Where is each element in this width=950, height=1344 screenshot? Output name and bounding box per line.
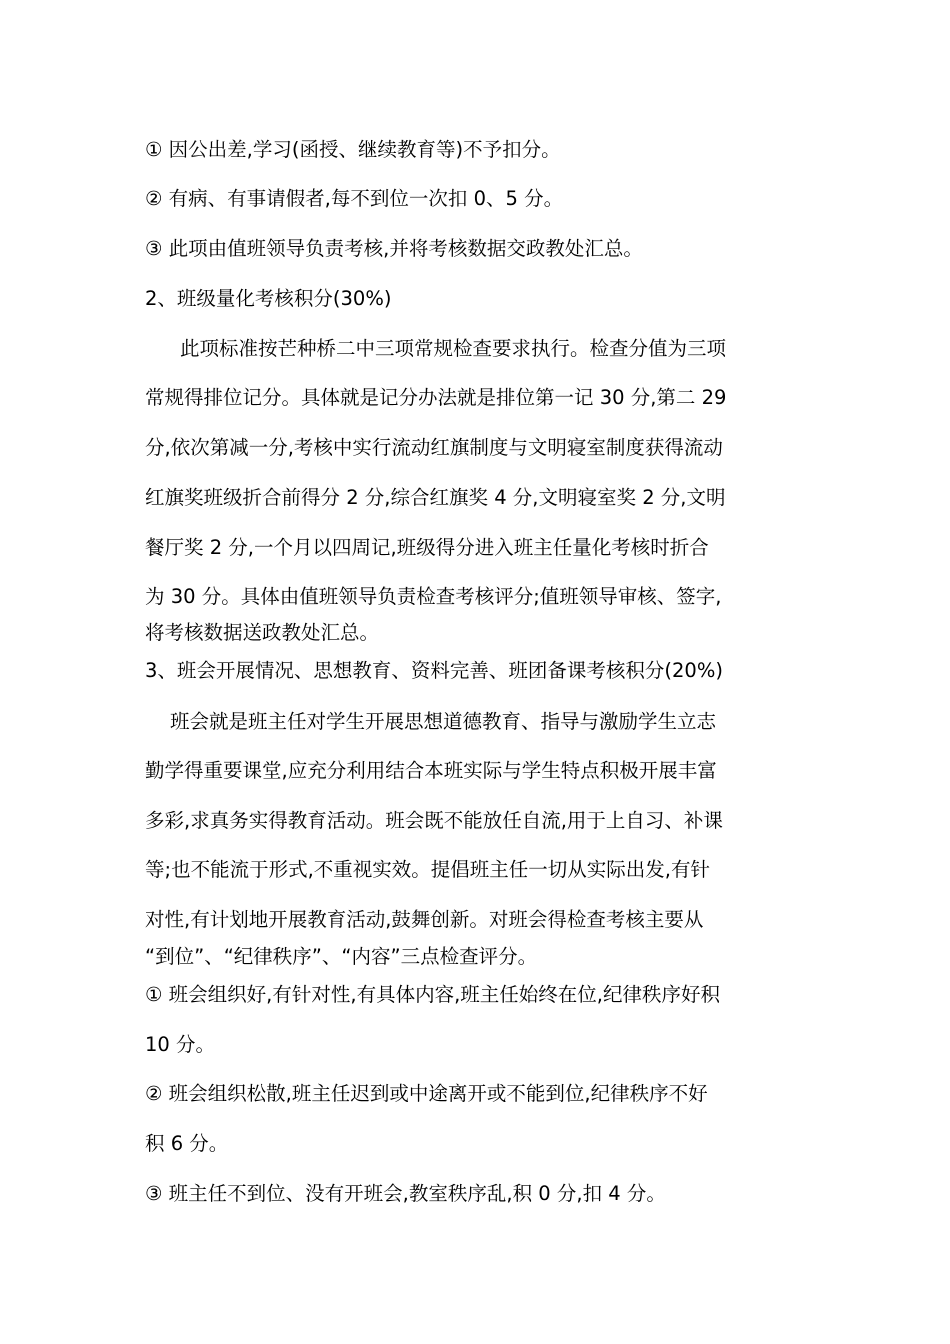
text-line: 将考核数据送政教处汇总。 [145,621,380,644]
text-line: 为 30 分。具体由值班领导负责检查考核评分;值班领导审核、签字, [145,585,722,608]
section-heading: 2、班级量化考核积分(30%) [145,287,392,310]
text-line: ② 有病、有事请假者,每不到位一次扣 0、5 分。 [145,187,564,210]
text-line: ③ 此项由值班领导负责考核,并将考核数据交政教处汇总。 [145,237,643,260]
text-line: ③ 班主任不到位、没有开班会,教室秩序乱,积 0 分,扣 4 分。 [145,1182,666,1205]
text-line: “到位”、“纪律秩序”、“内容”三点检查评分。 [145,945,538,968]
text-line: 常规得排位记分。具体就是记分办法就是排位第一记 30 分,第二 29 [145,386,727,409]
text-line: 班会就是班主任对学生开展思想道德教育、指导与激励学生立志 [170,710,717,733]
text-line: 此项标准按芒种桥二中三项常规检查要求执行。检查分值为三项 [180,337,727,360]
text-line: ② 班会组织松散,班主任迟到或中途离开或不能到位,纪律秩序不好 [145,1082,708,1105]
text-line: 勤学得重要课堂,应充分利用结合本班实际与学生特点积极开展丰富 [145,759,717,782]
text-line: 分,依次第减一分,考核中实行流动红旗制度与文明寝室制度获得流动 [145,436,723,459]
text-line: 等;也不能流于形式,不重视实效。提倡班主任一切从实际出发,有针 [145,858,710,881]
text-line: 积 6 分。 [145,1132,229,1155]
text-line: 红旗奖班级折合前得分 2 分,综合红旗奖 4 分,文明寝室奖 2 分,文明 [145,486,726,509]
text-line: 10 分。 [145,1033,216,1056]
text-line: ① 班会组织好,有针对性,有具体内容,班主任始终在位,纪律秩序好积 [145,983,720,1006]
section-heading: 3、班会开展情况、思想教育、资料完善、班团备课考核积分(20%) [145,659,723,682]
text-line: 对性,有计划地开展教育活动,鼓舞创新。对班会得检查考核主要从 [145,908,704,931]
text-line: 餐厅奖 2 分,一个月以四周记,班级得分进入班主任量化考核时折合 [145,536,709,559]
text-line: 多彩,求真务实得教育活动。班会既不能放任自流,用于上自习、补课 [145,809,723,832]
text-line: ① 因公出差,学习(函授、继续教育等)不予扣分。 [145,138,561,161]
